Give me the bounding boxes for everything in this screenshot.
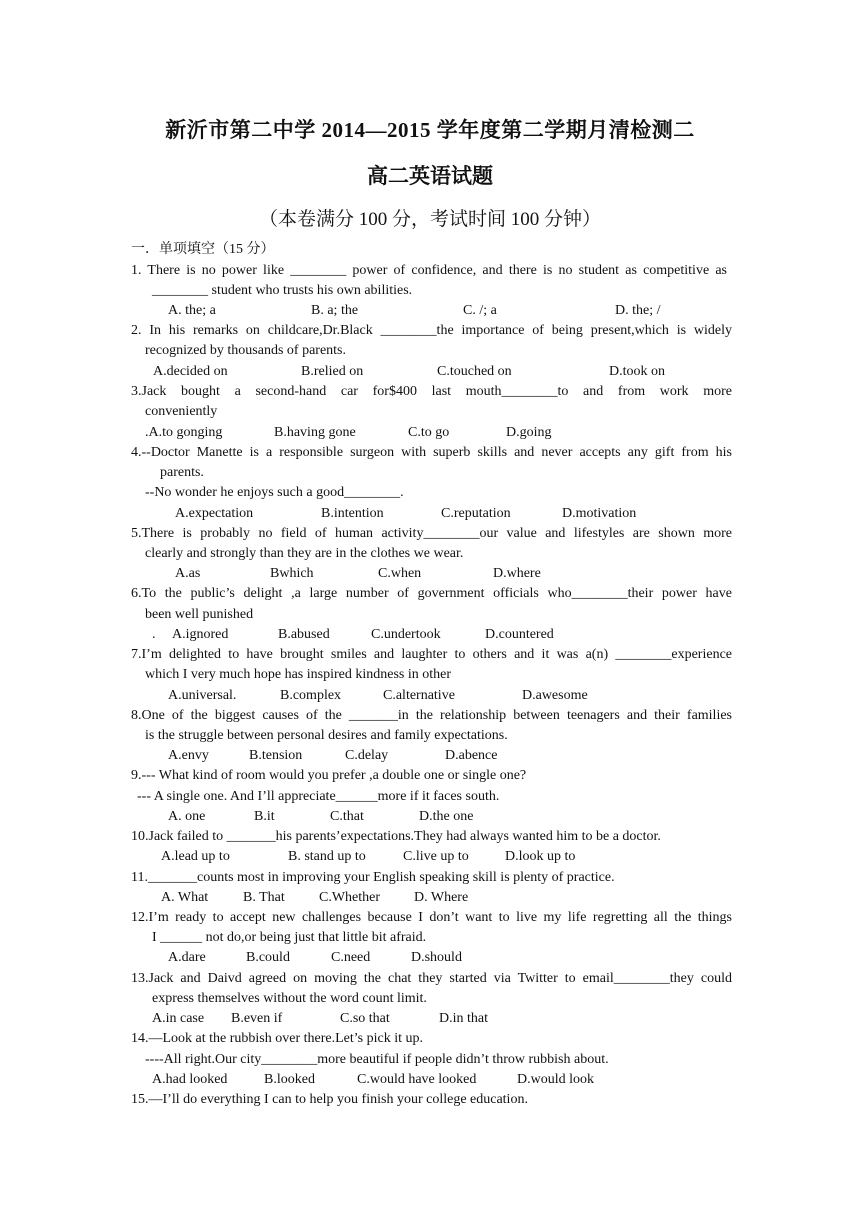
option-b: B.relied on [301, 364, 364, 379]
option-d: D.where [493, 566, 541, 581]
question-14-line-2: ----All right.Our city________more beautiful if people didn’t throw rubbish about. [145, 1052, 609, 1067]
option-c: C.when [378, 566, 422, 581]
option-d: D. the; / [615, 303, 661, 318]
option-a: A.dare [168, 950, 206, 965]
subject-title: 高二英语试题 [367, 164, 493, 188]
option-a: A. What [161, 890, 209, 905]
option-a: A.had looked [152, 1072, 228, 1087]
option-d: D. Where [414, 890, 469, 905]
option-a: A.decided on [153, 364, 228, 379]
option-b: B. stand up to [288, 849, 366, 864]
option-b: B. That [243, 890, 285, 905]
question-7-line-1: 7.I’m delighted to have brought smiles and laughter to others and it was a(n) ________experience [131, 647, 732, 662]
option-d: D.should [411, 950, 462, 965]
option-a: A.ignored [172, 627, 229, 642]
option-b: B.having gone [274, 425, 356, 440]
option-a: .A.to gonging [145, 425, 223, 440]
option-marker: . [152, 627, 156, 642]
option-b: B.intention [321, 506, 384, 521]
option-c: C.need [331, 950, 371, 965]
question-14-line-1: 14.—Look at the rubbish over there.Let’s pick it up. [131, 1031, 423, 1046]
question-13-line-1: 13.Jack and Daivd agreed on moving the chat they started via Twitter to email________they could [131, 971, 732, 986]
question-4-line-3: --No wonder he enjoys such a good________. [145, 485, 404, 500]
question-1-line-1: 1. There is no power like ________ power of confidence, and there is no student as competitive as [131, 263, 727, 278]
question-2-line-1: 2. In his remarks on childcare,Dr.Black ________the importance of being present,which is widely [131, 323, 732, 338]
option-a: A. one [168, 809, 206, 824]
exam-info: （本卷满分 100 分，考试时间 100 分钟） [258, 209, 601, 230]
question-3-line-2: conveniently [145, 404, 218, 419]
option-d: D.took on [609, 364, 665, 379]
option-c: C.so that [340, 1011, 390, 1026]
option-d: D.going [506, 425, 552, 440]
option-a: A.in case [152, 1011, 205, 1026]
option-c: C.Whether [319, 890, 381, 905]
option-a: A.lead up to [161, 849, 230, 864]
option-c: C. /; a [463, 303, 497, 318]
question-12-line-2: I ______ not do,or being just that little bit afraid. [152, 930, 427, 945]
option-a: A.universal. [168, 688, 237, 703]
option-d: D.motivation [562, 506, 637, 521]
option-b: B.could [246, 950, 290, 965]
question-5-line-1: 5.There is probably no field of human activity________our value and lifestyles are shown more [131, 526, 732, 541]
option-b: Bwhich [270, 566, 314, 581]
option-c: C.reputation [441, 506, 511, 521]
option-c: C.touched on [437, 364, 512, 379]
option-c: C.would have looked [357, 1072, 477, 1087]
option-b: B.abused [278, 627, 330, 642]
option-d: D.countered [485, 627, 554, 642]
question-9-line-2: --- A single one. And I’ll appreciate______more if it faces south. [137, 789, 500, 804]
option-b: B. a; the [311, 303, 359, 318]
question-6-line-2: been well punished [145, 607, 254, 622]
option-b: B.looked [264, 1072, 315, 1087]
question-13-line-2: express themselves without the word count limit. [152, 991, 427, 1006]
option-a: A.envy [168, 748, 209, 763]
option-b: B.tension [249, 748, 303, 763]
option-d: D.would look [517, 1072, 594, 1087]
question-5-line-2: clearly and strongly than they are in the clothes we wear. [145, 546, 464, 561]
option-c: C.live up to [403, 849, 469, 864]
option-a: A.as [175, 566, 201, 581]
question-12-line-1: 12.I’m ready to accept new challenges because I don’t want to live my life regretting all the things [131, 910, 732, 925]
option-b: B.complex [280, 688, 342, 703]
option-d: D.the one [419, 809, 474, 824]
option-c: C.delay [345, 748, 389, 763]
question-1-line-2: ________ student who trusts his own abilities. [152, 283, 413, 298]
option-b: B.it [254, 809, 275, 824]
question-9-line-1: 9.--- What kind of room would you prefer ,a double one or single one? [131, 768, 527, 783]
option-a: A.expectation [175, 506, 254, 521]
option-b: B.even if [231, 1011, 283, 1026]
option-d: D.look up to [505, 849, 576, 864]
question-10-line-1: 10.Jack failed to _______his parents’expectations.They had always wanted him to be a doctor. [131, 829, 661, 844]
question-4-line-1: 4.--Doctor Manette is a responsible surgeon with superb skills and never accepts any gift from his [131, 445, 732, 460]
question-2-line-2: recognized by thousands of parents. [145, 343, 346, 358]
option-d: D.awesome [522, 688, 588, 703]
option-c: C.to go [408, 425, 450, 440]
question-7-line-2: which I very much hope has inspired kindness in other [145, 667, 451, 682]
school-title: 新沂市第二中学 2014—2015 学年度第二学期月清检测二 [165, 118, 695, 142]
section-heading: 一．单项填空（15 分） [131, 242, 275, 257]
option-a: A. the; a [168, 303, 216, 318]
option-c: C.undertook [371, 627, 441, 642]
question-15-line-1: 15.—I’ll do everything I can to help you finish your college education. [131, 1092, 528, 1107]
question-4-line-2: parents. [160, 465, 204, 480]
option-c: C.alternative [383, 688, 455, 703]
question-11-line-1: 11._______counts most in improving your English speaking skill is plenty of practice. [131, 870, 615, 885]
option-d: D.in that [439, 1011, 488, 1026]
question-8-line-2: is the struggle between personal desires and family expectations. [145, 728, 508, 743]
question-8-line-1: 8.One of the biggest causes of the _______in the relationship between teenagers and their families [131, 708, 732, 723]
option-c: C.that [330, 809, 364, 824]
option-d: D.abence [445, 748, 498, 763]
question-3-line-1: 3.Jack bought a second-hand car for$400 last mouth________to and from work more [131, 384, 732, 399]
question-6-line-1: 6.To the public’s delight ,a large number of government officials who________their power have [131, 586, 732, 601]
